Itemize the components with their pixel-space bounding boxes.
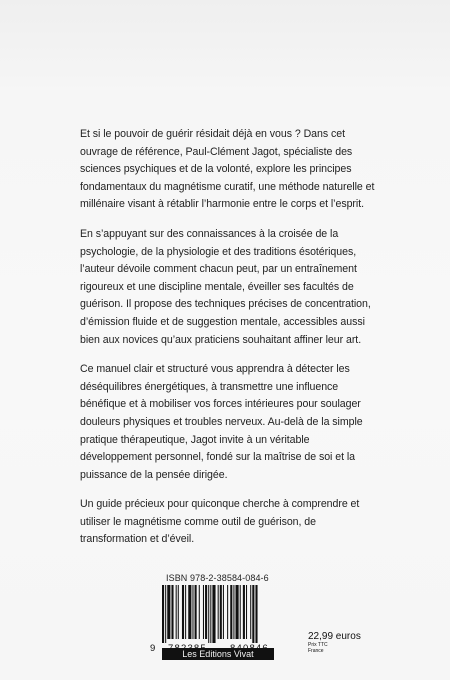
barcode-bar xyxy=(252,585,254,643)
blurb-text xyxy=(80,126,378,561)
isbn-label: ISBN 978-2-38584-084-6 xyxy=(166,573,269,583)
barcode-bar xyxy=(240,585,241,639)
barcode-block xyxy=(148,573,298,655)
barcode-bar xyxy=(165,585,166,643)
barcode-bar xyxy=(220,585,222,639)
barcode-bar xyxy=(230,585,232,639)
barcode-bars xyxy=(148,585,298,643)
blurb-paragraph-1: Et si le pouvoir de guérir résidait déjà en vous ? Dans cet ouvrage de référence, Paul-Clément Jagot, spécialiste des sciences psychiques et de la volonté, explore les principes fondamentaux du magnétisme curatif, une méthode naturelle et millénaire visant à rétablir l’harmonie entre le corps et l’esprit. xyxy=(80,128,375,211)
barcode-bar xyxy=(250,585,251,639)
barcode-bar xyxy=(178,585,179,639)
barcode-bar xyxy=(255,585,257,643)
blurb-paragraph-3: Ce manuel clair et structuré vous apprendra à détecter les déséquilibres énergétiques, à transmettre une influence bénéfique et à mobiliser vos forces intérieures pour soulager douleurs physiques et troubles nerveux. Au-delà de la simple pratique thérapeutique, Jagot invite à un véritable développement personnel, fondé sur la maîtrise de soi et la puissance de la pensée dirigée. xyxy=(80,363,363,481)
publisher-name: Les Editions Vivat xyxy=(162,648,274,660)
barcode-bar xyxy=(210,585,211,643)
barcode-bar xyxy=(218,585,219,639)
price-amount: 22,99 euros xyxy=(308,631,361,642)
barcode-bar xyxy=(205,585,207,639)
barcode-bar xyxy=(192,585,193,639)
barcode-bar xyxy=(243,585,245,639)
barcode-digit-first: 9 xyxy=(150,643,156,654)
barcode-bar xyxy=(233,585,234,639)
price-block xyxy=(308,631,361,654)
barcode-bar xyxy=(195,585,197,639)
barcode-bar xyxy=(185,585,186,639)
barcode xyxy=(148,585,298,655)
barcode-bar xyxy=(236,585,239,639)
barcode-bar xyxy=(246,585,247,639)
barcode-bar xyxy=(188,585,191,639)
blurb-paragraph-4: Un guide précieux pour quiconque cherche à comprendre et utiliser le magnétisme comme outil de guérison, de transformation et d’éveil. xyxy=(80,498,360,546)
barcode-bar xyxy=(208,585,209,643)
barcode-bar xyxy=(162,585,164,643)
barcode-bar xyxy=(223,585,224,639)
barcode-bar xyxy=(167,585,170,639)
barcode-bar xyxy=(227,585,228,639)
barcode-bar xyxy=(203,585,204,639)
barcode-bar xyxy=(176,585,177,639)
price-note-line-2: France xyxy=(308,648,324,654)
barcode-bar xyxy=(171,585,173,639)
blurb-paragraph-2: En s’appuyant sur des connaissances à la croisée de la psychologie, de la physiologie et des traditions ésotériques, l’auteur dévoile comment chacun peut, par un entraînement rigoureux et une discipline mentale, éveiller ses facultés de guérison. Il propose des techniques précises de concentration, d’émission fluide et de suggestion mentale, accessibles aussi bien aux novices qu’aux praticiens souhaitant affiner leur art. xyxy=(80,227,371,346)
barcode-bar xyxy=(212,585,215,643)
price-note-line-1: Prix TTC xyxy=(308,642,328,648)
barcode-bar xyxy=(182,585,184,639)
barcode-bar xyxy=(199,585,200,639)
